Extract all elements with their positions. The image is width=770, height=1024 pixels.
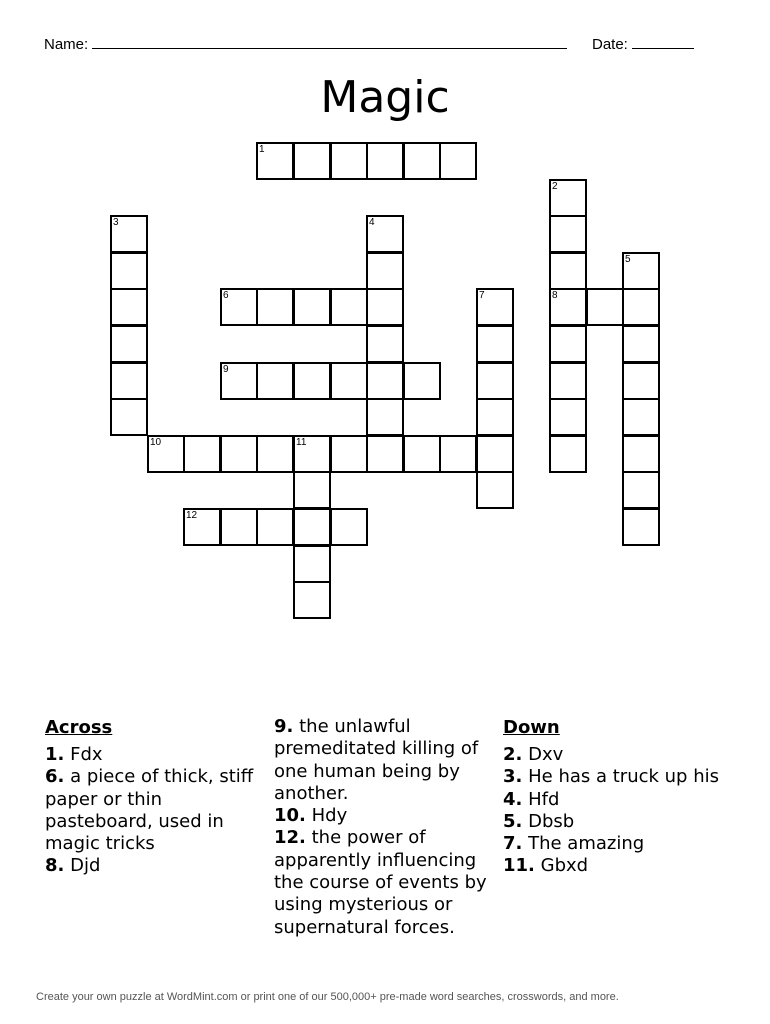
clue-text: Hdy: [311, 805, 348, 827]
grid-cell[interactable]: [366, 215, 404, 253]
grid-cell[interactable]: [403, 435, 441, 473]
clue-number: 7.: [503, 833, 523, 855]
grid-cell[interactable]: [256, 508, 294, 546]
across-heading: Across: [45, 717, 113, 738]
grid-cell[interactable]: [366, 142, 404, 180]
clue-text: Dbsb: [528, 810, 575, 832]
grid-cell[interactable]: [476, 435, 514, 473]
grid-cell[interactable]: [256, 362, 294, 400]
cell-number: 10: [150, 437, 162, 448]
date-field: [592, 34, 694, 53]
clue-text: Dxv: [528, 744, 564, 765]
name-line[interactable]: [92, 34, 567, 49]
grid-cell[interactable]: [110, 398, 148, 436]
grid-cell[interactable]: [256, 288, 294, 326]
clue-number: 6.: [45, 766, 65, 788]
clue-down-11: [503, 855, 753, 877]
grid-cell[interactable]: [330, 362, 368, 400]
grid-cell[interactable]: [110, 215, 148, 253]
clue-text: Djd: [70, 855, 101, 877]
grid-cell[interactable]: [622, 435, 660, 473]
name-label: Name:: [44, 36, 89, 53]
grid-cell[interactable]: [439, 142, 477, 180]
grid-cell[interactable]: [622, 362, 660, 400]
down-heading: Down: [503, 717, 560, 738]
grid-cell[interactable]: [476, 325, 514, 363]
clue-down-7: [503, 833, 753, 855]
grid-cell[interactable]: [293, 471, 331, 509]
grid-cell[interactable]: [622, 252, 660, 290]
clue-number: 9.: [274, 716, 294, 737]
grid-cell[interactable]: [220, 362, 258, 400]
cell-number: 4: [369, 217, 375, 228]
clue-number: 4.: [503, 788, 523, 810]
clue-text: the power of apparently influencing the course of events by using mysterious or supernatural forces.: [274, 827, 487, 938]
grid-cell[interactable]: [183, 508, 221, 546]
date-line[interactable]: [632, 34, 694, 49]
grid-cell[interactable]: [110, 362, 148, 400]
grid-cell[interactable]: [366, 252, 404, 290]
clue-text: the unlawful premeditated killing of one human being by another.: [274, 716, 479, 804]
grid-cell[interactable]: [220, 288, 258, 326]
grid-cell[interactable]: [330, 435, 368, 473]
clue-across-12: [274, 827, 504, 938]
grid-cell[interactable]: [147, 435, 185, 473]
cell-number: 12: [186, 510, 198, 521]
grid-cell[interactable]: [403, 362, 441, 400]
grid-cell[interactable]: [622, 325, 660, 363]
grid-cell[interactable]: [256, 435, 294, 473]
grid-cell[interactable]: [330, 142, 368, 180]
grid-cell[interactable]: [366, 325, 404, 363]
clue-number: 3.: [503, 766, 523, 788]
clue-text: The amazing: [528, 833, 645, 855]
clue-across-10: [274, 805, 504, 827]
clue-down-5: [503, 811, 753, 833]
date-label: Date:: [592, 36, 628, 53]
clue-number: 8.: [45, 855, 65, 877]
grid-cell[interactable]: [183, 435, 221, 473]
clue-down-4: [503, 789, 753, 811]
grid-cell[interactable]: [403, 142, 441, 180]
cell-number: 11: [296, 437, 307, 448]
grid-cell[interactable]: [293, 581, 331, 619]
clue-down-2: [503, 744, 753, 766]
grid-cell[interactable]: [549, 215, 587, 253]
clue-text: He has a truck up his: [528, 766, 719, 788]
cell-number: 1: [259, 144, 265, 155]
grid-cell[interactable]: [622, 508, 660, 546]
cell-number: 7: [479, 290, 485, 301]
grid-cell[interactable]: [476, 288, 514, 326]
grid-cell[interactable]: [366, 288, 404, 326]
clue-text: Hfd: [528, 788, 560, 810]
clues-column-2: [274, 716, 504, 939]
grid-cell[interactable]: [622, 288, 660, 326]
clue-text: Gbxd: [540, 855, 589, 877]
clues-column-1: [45, 716, 265, 878]
cell-number: 3: [113, 217, 119, 228]
clue-number: 10.: [274, 805, 306, 827]
grid-cell[interactable]: [549, 288, 587, 326]
grid-cell[interactable]: [476, 471, 514, 509]
grid-cell[interactable]: [293, 288, 331, 326]
grid-cell[interactable]: [330, 508, 368, 546]
grid-cell[interactable]: [586, 288, 624, 326]
cell-number: 2: [552, 181, 558, 192]
clue-down-3: [503, 766, 753, 788]
clue-across-9: [274, 716, 504, 805]
grid-cell[interactable]: [366, 435, 404, 473]
grid-cell[interactable]: [476, 398, 514, 436]
clue-across-6: [45, 766, 265, 855]
grid-cell[interactable]: [549, 325, 587, 363]
clue-number: 5.: [503, 810, 523, 832]
grid-cell[interactable]: [220, 508, 258, 546]
clue-text: Fdx: [70, 744, 103, 765]
grid-cell[interactable]: [549, 398, 587, 436]
grid-cell[interactable]: [549, 252, 587, 290]
name-field: [44, 34, 567, 53]
cell-number: 9: [223, 364, 229, 375]
clue-number: 2.: [503, 744, 523, 765]
clue-across-1: [45, 744, 265, 766]
grid-cell[interactable]: [293, 362, 331, 400]
grid-cell[interactable]: [549, 362, 587, 400]
clue-across-8: [45, 855, 265, 877]
grid-cell[interactable]: [622, 471, 660, 509]
grid-cell[interactable]: [622, 398, 660, 436]
grid-cell[interactable]: [293, 142, 331, 180]
grid-cell[interactable]: [476, 362, 514, 400]
clue-text: a piece of thick, stiff paper or thin pasteboard, used in magic tricks: [45, 766, 254, 855]
grid-cell[interactable]: [220, 435, 258, 473]
grid-cell[interactable]: [256, 142, 294, 180]
clues-column-3: [503, 716, 753, 878]
grid-cell[interactable]: [439, 435, 477, 473]
grid-cell[interactable]: [110, 288, 148, 326]
grid-cell[interactable]: [293, 435, 331, 473]
clue-number: 1.: [45, 744, 65, 765]
cell-number: 5: [625, 254, 631, 265]
footer-note: Create your own puzzle at WordMint.com or print one of our 500,000+ pre-made word searches, crosswords, and more.: [36, 991, 619, 1003]
clue-number: 12.: [274, 827, 306, 849]
grid-cell[interactable]: [293, 508, 331, 546]
grid-cell[interactable]: [293, 545, 331, 583]
cell-number: 6: [223, 290, 229, 301]
grid-cell[interactable]: [366, 362, 404, 400]
grid-cell[interactable]: [110, 252, 148, 290]
cell-number: 8: [552, 290, 558, 301]
clue-number: 11.: [503, 855, 535, 877]
grid-cell[interactable]: [110, 325, 148, 363]
grid-cell[interactable]: [549, 435, 587, 473]
grid-cell[interactable]: [330, 288, 368, 326]
grid-cell[interactable]: [366, 398, 404, 436]
puzzle-title: Magic: [320, 72, 450, 123]
grid-cell[interactable]: [549, 179, 587, 217]
